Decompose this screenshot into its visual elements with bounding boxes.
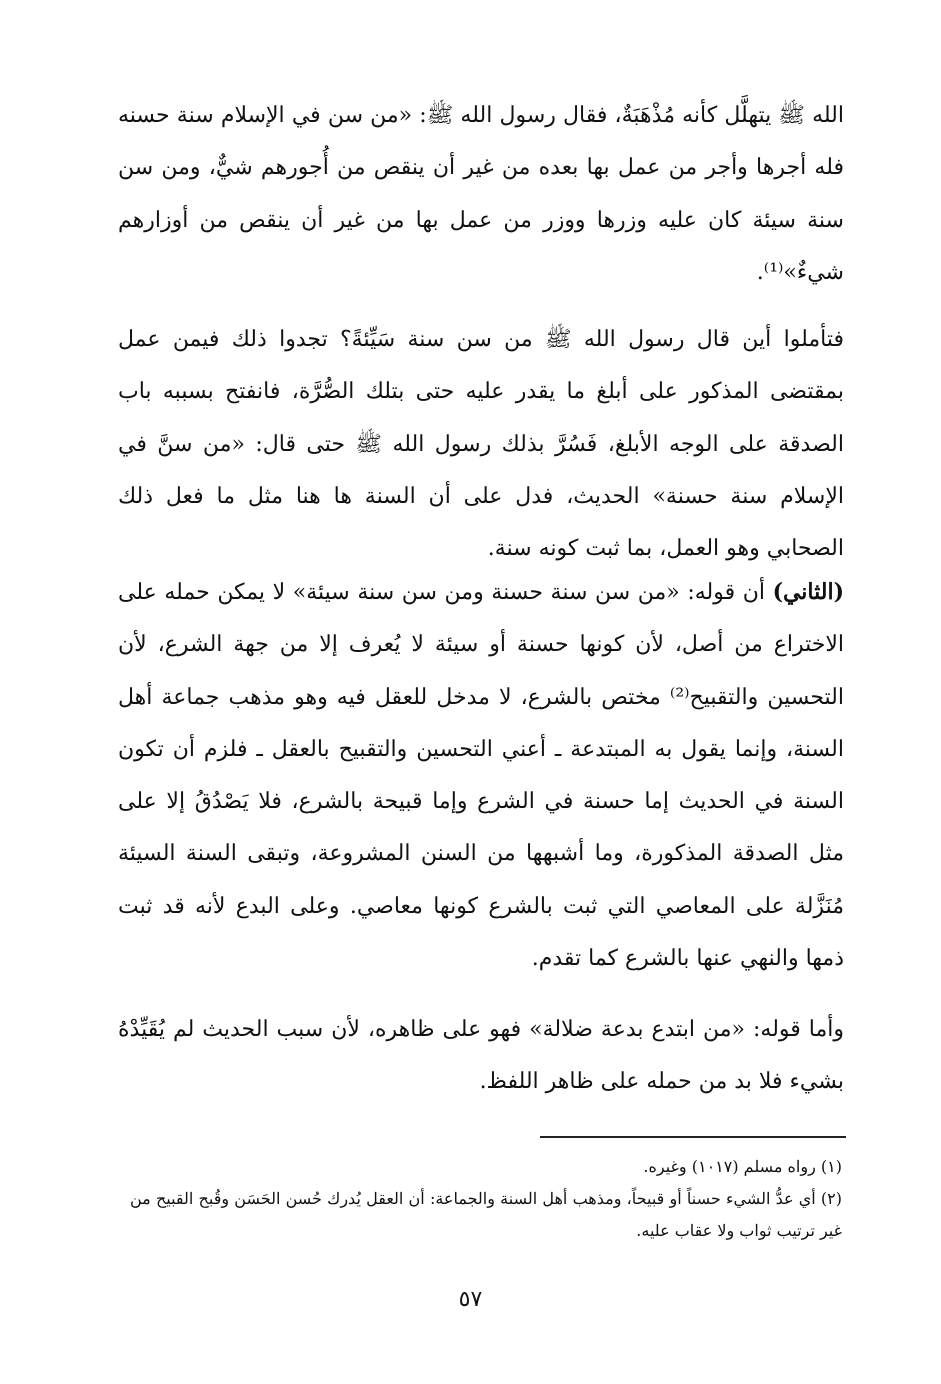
section-label-second: (الثاني) (772, 579, 844, 605)
paragraph-2: فتأملوا أين قال رسول الله ﷺ من سن سنة سَيِّئةً؟ تجدوا ذلك فيمن عمل بمقتضى المذكور على أبلغ ما يقدر عليه حتى بتلك الصُّرَّة، فانفتح بسببه باب الصدقة على الوجه الأبلغ، فَسُرَّ بذلك رسول الله ﷺ حتى قال: «من سنَّ في الإسلام سنة حسنة» الحديث، فدل على أن السنة ها هنا مثل ما فعل ذلك الصحابي وهو العمل، بما ثبت كونه سنة. (118, 327, 844, 562)
paragraph-4: وأما قوله: «من ابتدع بدعة ضلالة» فهو على ظاهره، لأن سبب الحديث لم يُقَيِّدْهُ بشيء فلا بد من حمله على ظاهر اللفظ. (118, 1017, 844, 1095)
paragraph-1: الله ﷺ يتهلَّل كأنه مُذْهَبَةٌ، فقال رسول الله ﷺ: «من سن في الإسلام سنة حسنه فله أجرها وأجر من عمل بها بعده من غير أن ينقص من أُجورهم شيٌّ، ومن سن سنة سيئة كان عليه وزرها ووزر من عمل بها من غير أن ينقص من أوزارهم شيءٌ»⁽¹⁾. (118, 103, 844, 285)
footnote-2: (٢) أي عدُّ الشيء حسناً أو قبيحاً، ومذهب أهل السنة والجماعة: أن العقل يُدرك حُسن الحَسَن وقُبح القبيح من غير ترتيب ثواب ولا عقاب عليه. (130, 1189, 843, 1240)
page-number: ٥٧ (458, 1287, 483, 1312)
footnotes (130, 1151, 842, 1247)
footnote-separator (540, 1136, 846, 1138)
paragraph-3-text: أن قوله: «من سن سنة حسنة ومن سن سنة سيئة» لا يمكن حمله على الاختراع من أصل، لأن كونها حسنة أو سيئة لا يُعرف إلا من جهة الشرع، لأن التحسين والتقبيح⁽²⁾ مختص بالشرع، لا مدخل للعقل فيه وهو مذهب جماعة أهل السنة، وإنما يقول به المبتدعة ـ أعني التحسين والتقبيح بالعقل ـ فلزم أن تكون السنة في الحديث إما حسنة في الشرع وإما قبيحة بالشرع، فلا يَصْدُقُ إلا على مثل الصدقة المذكورة، وما أشبهها من السنن المشروعة، وتبقى السنة السيئة مُنَزَّلة على المعاصي التي ثبت بالشرع كونها معاصي. وعلى البدع لأنه قد ثبت ذمها والنهي عنها بالشرع كما تقدم. (118, 580, 845, 972)
footnote-1: (١) رواه مسلم (١٠١٧) وغيره. (643, 1157, 842, 1176)
paragraph-3 (118, 566, 844, 985)
